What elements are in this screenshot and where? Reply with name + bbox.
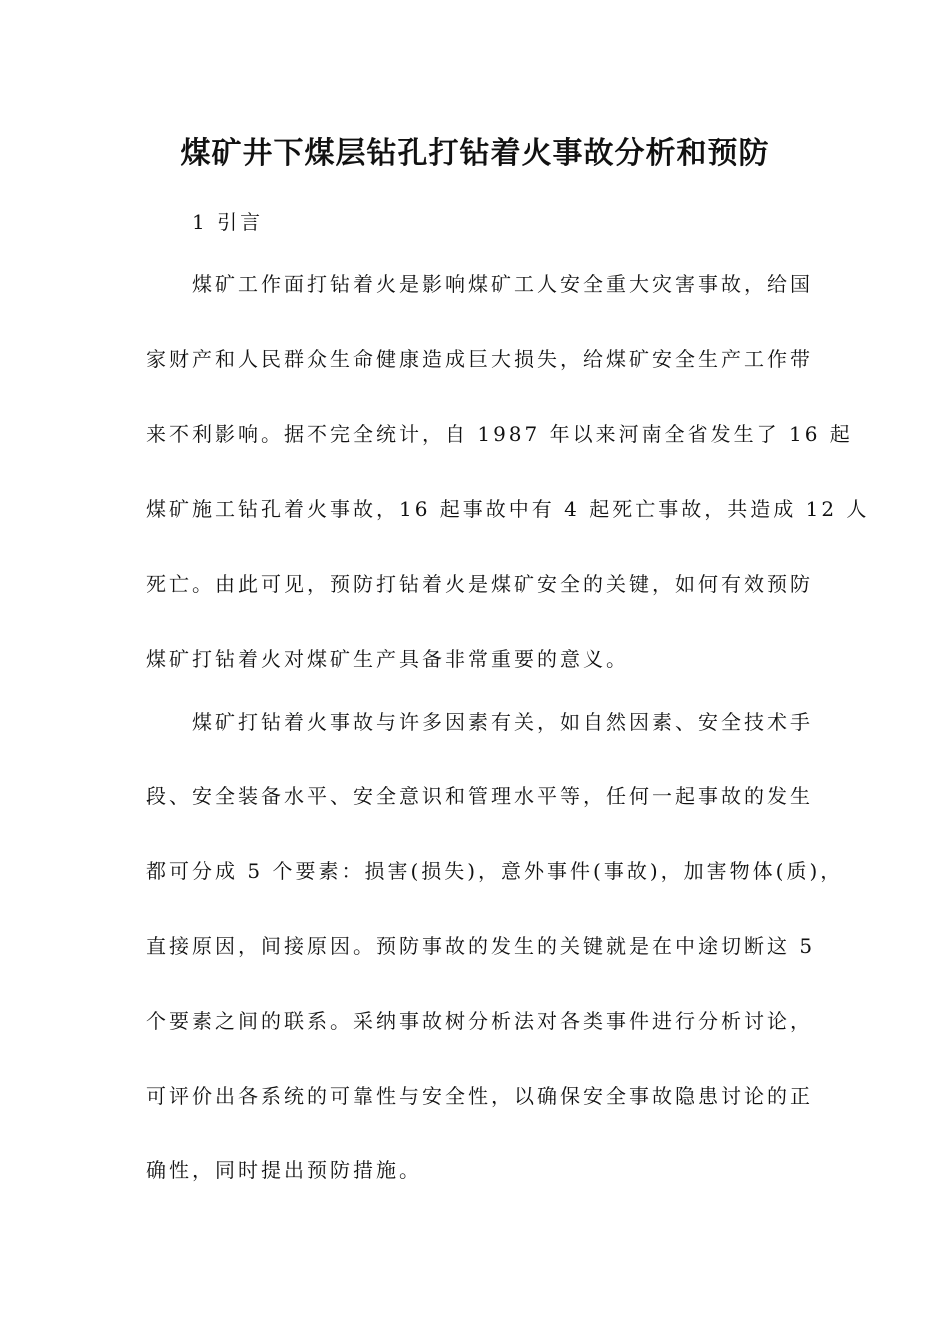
paragraph-line: 个要素之间的联系。采纳事故树分析法对各类事件进行分析讨论，	[146, 1009, 813, 1033]
paragraph-line: 确性，同时提出预防措施。	[146, 1158, 422, 1182]
paragraph-line: 煤矿打钻着火对煤矿生产具备非常重要的意义。	[146, 647, 629, 671]
paragraph-line: 都可分成 5 个要素：损害(损失)，意外事件(事故)，加害物体(质)，	[146, 859, 844, 883]
paragraph-line: 煤矿工作面打钻着火是影响煤矿工人安全重大灾害事故，给国	[192, 272, 813, 296]
section-heading: 1 引言	[192, 210, 264, 234]
paragraph-line: 家财产和人民群众生命健康造成巨大损失，给煤矿安全生产工作带	[146, 347, 813, 371]
document-title: 煤矿井下煤层钻孔打钻着火事故分析和预防	[180, 136, 770, 171]
paragraph-line: 死亡。由此可见，预防打钻着火是煤矿安全的关键，如何有效预防	[146, 572, 813, 596]
paragraph-line: 来不利影响。据不完全统计，自 1987 年以来河南全省发生了 16 起	[146, 422, 853, 446]
paragraph-line: 直接原因，间接原因。预防事故的发生的关键就是在中途切断这 5	[146, 934, 816, 958]
paragraph-line: 段、安全装备水平、安全意识和管理水平等，任何一起事故的发生	[146, 784, 813, 808]
paragraph-line: 煤矿打钻着火事故与许多因素有关，如自然因素、安全技术手	[192, 710, 813, 734]
paragraph-line: 可评价出各系统的可靠性与安全性，以确保安全事故隐患讨论的正	[146, 1084, 813, 1108]
paragraph-line: 煤矿施工钻孔着火事故，16 起事故中有 4 起死亡事故，共造成 12 人	[146, 497, 870, 521]
